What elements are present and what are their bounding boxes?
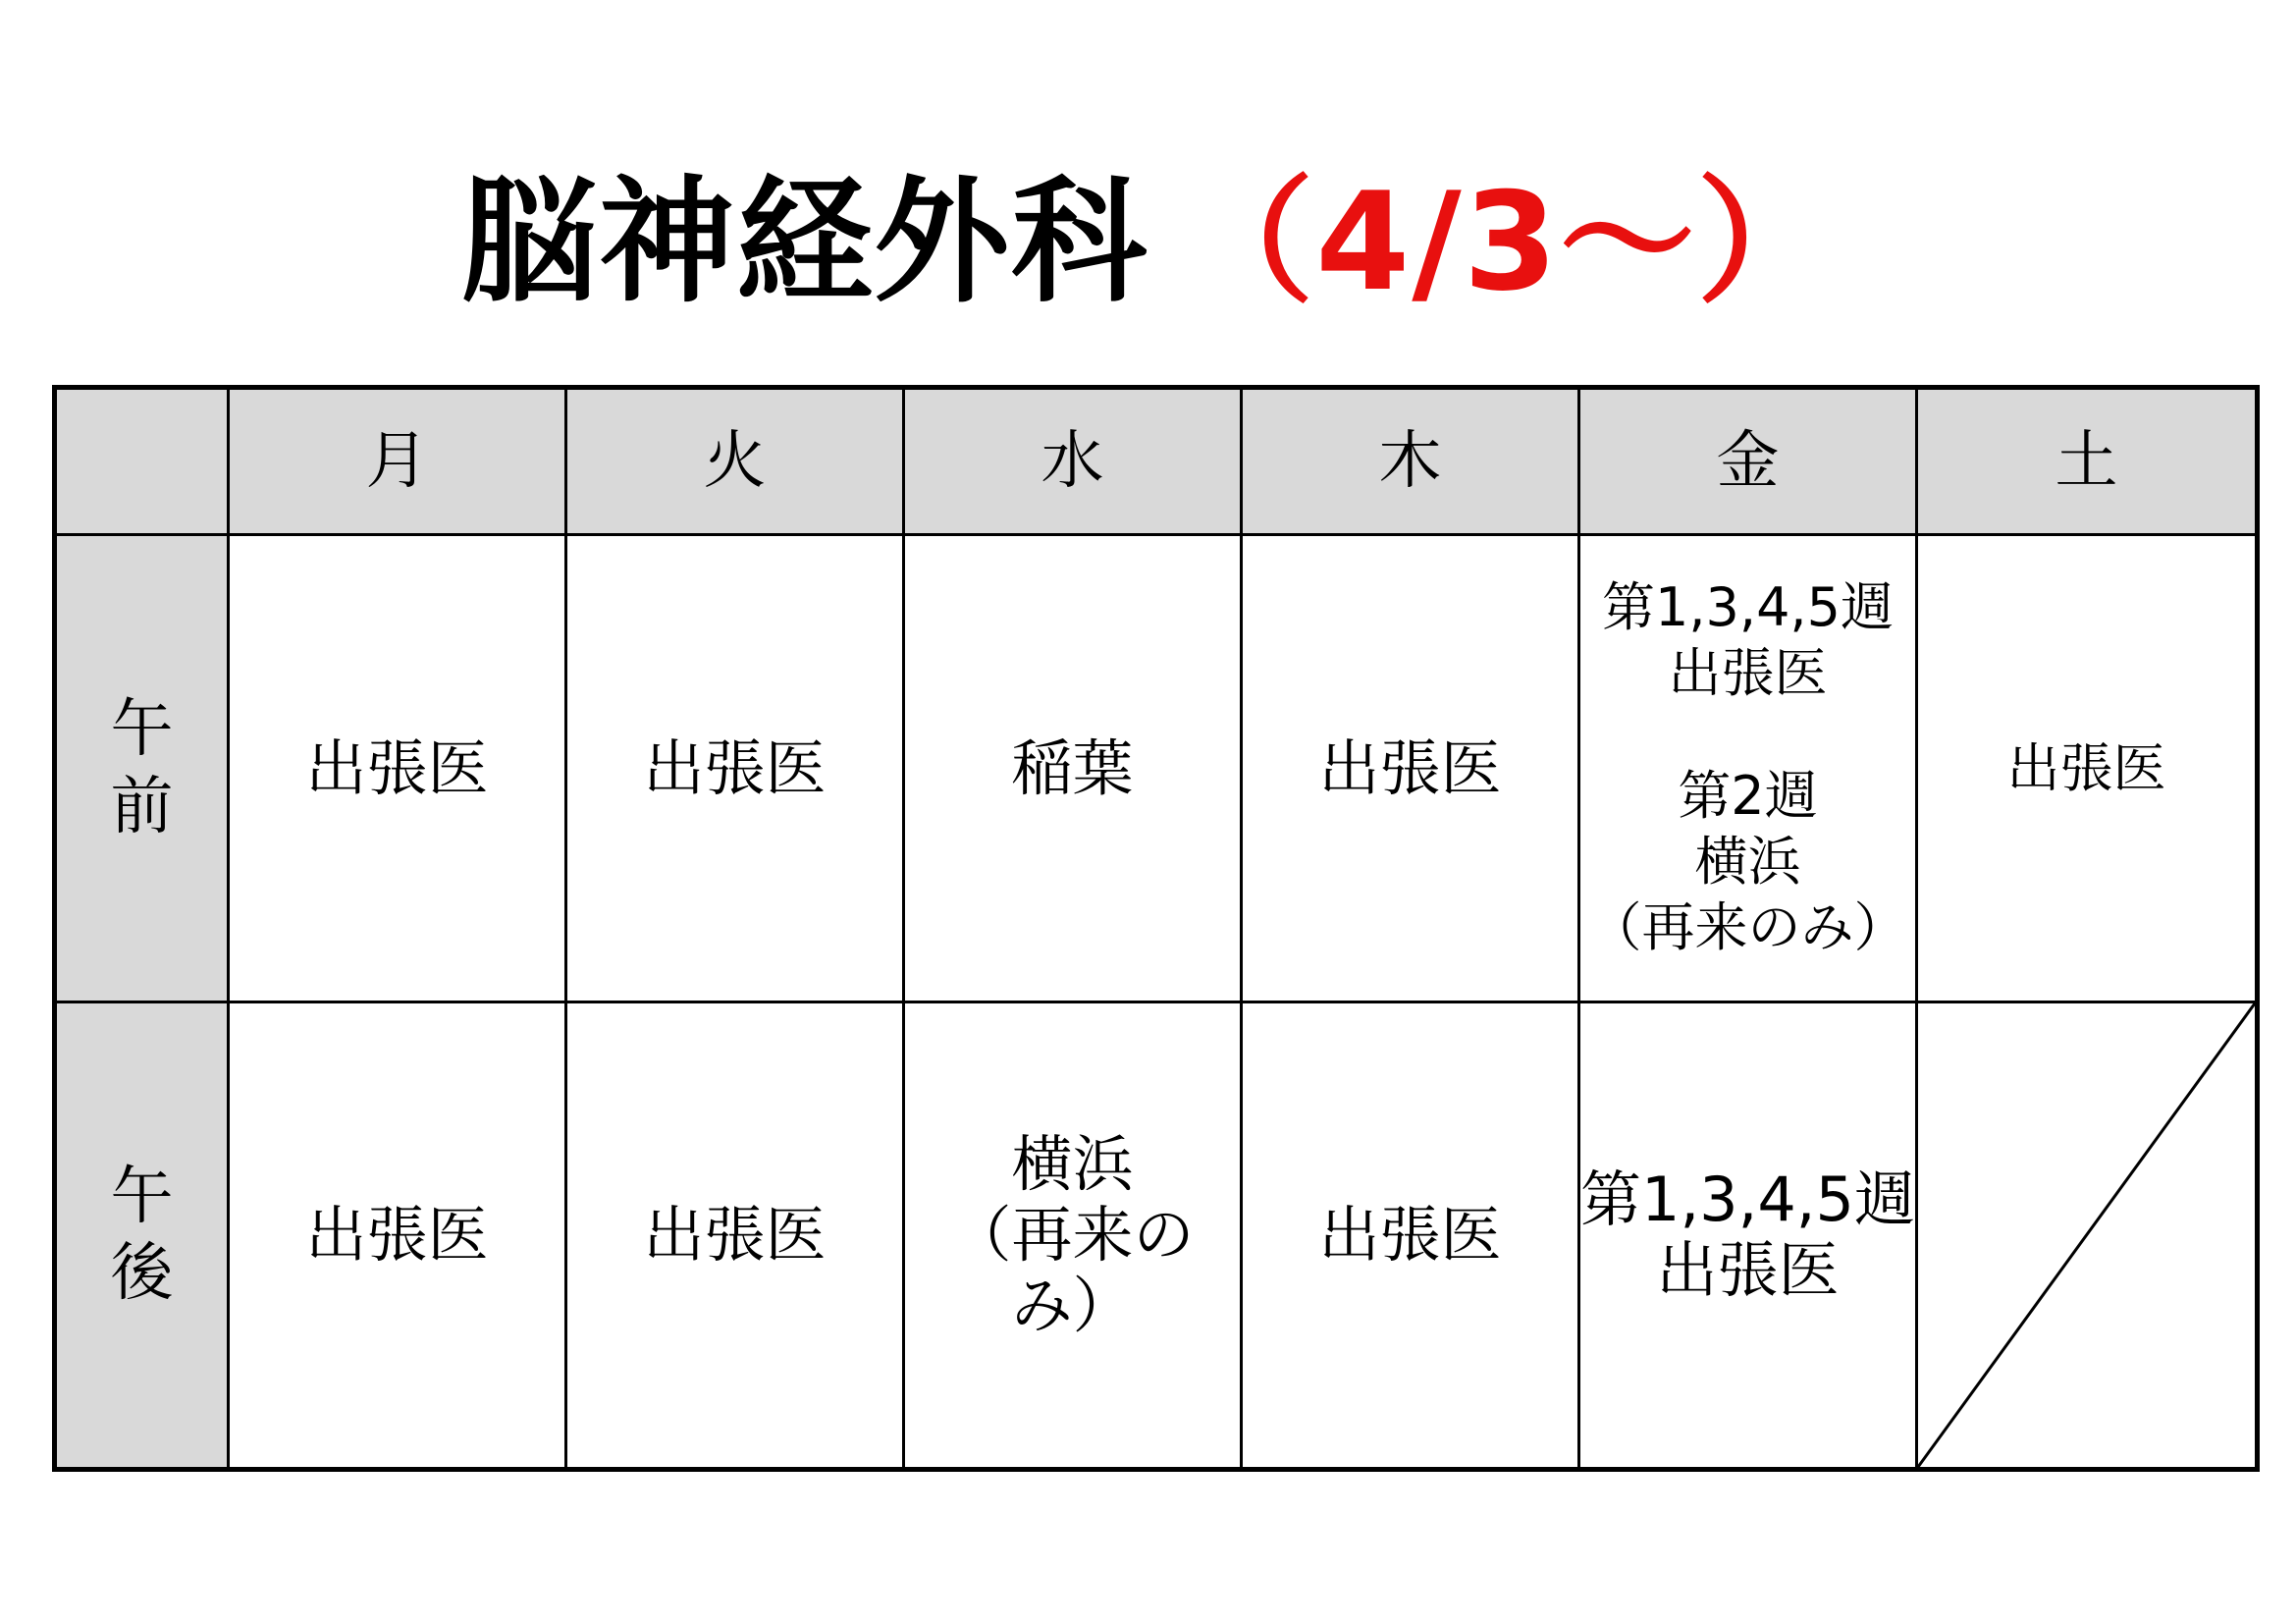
day-header-wed: 水 — [904, 388, 1242, 535]
am-fri-doctor-2: 横浜 — [1694, 830, 1801, 893]
diagonal-slash — [1918, 1003, 2255, 1467]
period-pm-char-2: 後 — [110, 1237, 174, 1310]
cell-pm-tue: 出張医 — [566, 1002, 904, 1470]
day-header-mon: 月 — [229, 388, 566, 535]
am-fri-doctor-1345: 出張医 — [1668, 642, 1828, 705]
am-row — [55, 535, 2258, 1002]
schedule-table — [52, 385, 2260, 1472]
day-header-fri: 金 — [1579, 388, 1917, 535]
pm-fri-doctor: 出張医 — [1656, 1234, 1840, 1306]
am-fri-weeks-2: 第2週 — [1678, 765, 1818, 828]
am-fri-weeks-1345: 第1,3,4,5週 — [1602, 576, 1894, 639]
cell-am-fri — [1579, 535, 1917, 1002]
pm-wed-note: （再来のみ） — [950, 1199, 1195, 1341]
pm-wed-doctor: 横浜 — [1011, 1128, 1134, 1201]
cell-am-mon: 出張医 — [229, 535, 566, 1002]
page-title — [0, 147, 2296, 321]
cell-am-wed: 稲葉 — [904, 535, 1242, 1002]
cell-pm-thu: 出張医 — [1242, 1002, 1579, 1470]
department-title: 脳神経外科 — [461, 163, 1149, 321]
cell-am-tue: 出張医 — [566, 535, 904, 1002]
start-date-label: （4/3～） — [1178, 163, 1835, 321]
cell-pm-mon: 出張医 — [229, 1002, 566, 1470]
cell-pm-sat-closed — [1917, 1002, 2258, 1470]
day-header-tue: 火 — [566, 388, 904, 535]
day-header-thu: 木 — [1242, 388, 1579, 535]
cell-am-sat: 出張医 — [1917, 535, 2258, 1002]
period-header-pm — [55, 1002, 229, 1470]
cell-am-thu: 出張医 — [1242, 535, 1579, 1002]
cell-pm-fri — [1579, 1002, 1917, 1470]
period-am-char-2: 前 — [110, 770, 174, 843]
period-pm-char-1: 午 — [110, 1160, 174, 1233]
period-header-am — [55, 535, 229, 1002]
cell-pm-wed — [904, 1002, 1242, 1470]
period-am-char-1: 午 — [110, 693, 174, 767]
corner-cell — [55, 388, 229, 535]
pm-row — [55, 1002, 2258, 1470]
pm-fri-weeks: 第1,3,4,5週 — [1580, 1164, 1915, 1236]
am-fri-note-2: （再来のみ） — [1588, 895, 1907, 958]
day-header-sat: 土 — [1917, 388, 2258, 535]
header-row — [55, 388, 2258, 535]
